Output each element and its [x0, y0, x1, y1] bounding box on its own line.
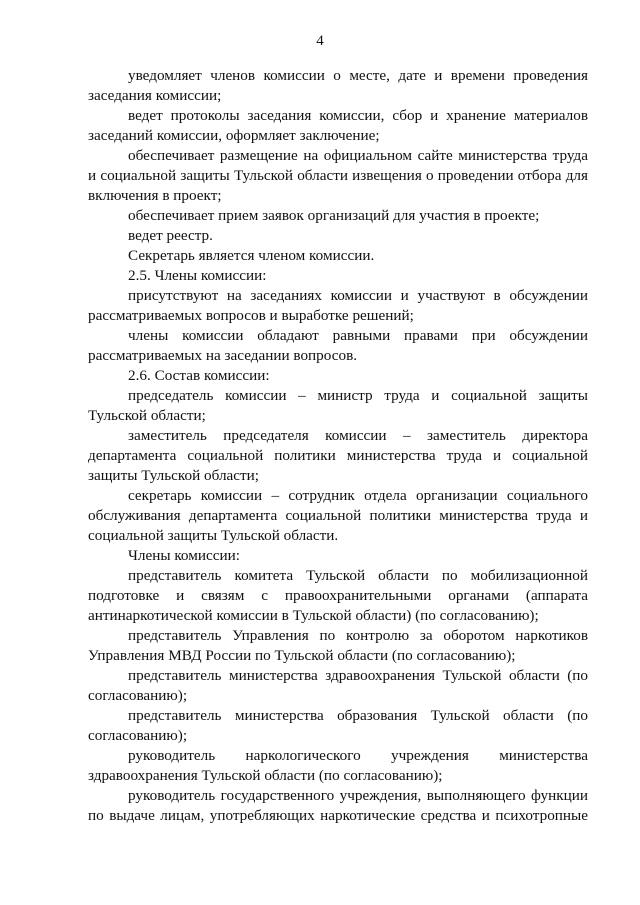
paragraph-member-mobilization-committee: представитель комитета Тульской области по мобилизационной подготовке и связям с правоохранительными органами (аппарата антинаркотической комиссии в Тульской области) (по согласованию); — [88, 567, 588, 624]
paragraph-members-heading: Члены комиссии: — [128, 547, 240, 564]
paragraph-members-attend: присутствуют на заседаниях комиссии и участвуют в обсуждении рассматриваемых вопросов и выработке решений; — [88, 287, 588, 324]
paragraph-secretary: секретарь комиссии – сотрудник отдела организации социального обслуживания департамента социальной политики министерства труда и социальной защиты Тульской области. — [88, 487, 588, 544]
section-heading-2-5: 2.5. Члены комиссии: — [128, 267, 267, 284]
paragraph-accept-applications: обеспечивает прием заявок организаций для участия в проекте; — [128, 207, 540, 224]
paragraph-deputy-chairman: заместитель председателя комиссии – заместитель директора департамента социальной политики министерства труда и социальной защиты Тульской области; — [88, 427, 588, 484]
section-heading-2-6: 2.6. Состав комиссии: — [128, 367, 270, 384]
document-body — [88, 66, 588, 826]
paragraph-notify-members: уведомляет членов комиссии о месте, дате и времени проведения заседания комиссии; — [88, 67, 588, 104]
paragraph-member-state-institution-head: руководитель государственного учреждения, выполняющего функции по выдаче лицам, употребляющих наркотические средства и психотропные — [88, 787, 588, 824]
paragraph-member-health-ministry: представитель министерства здравоохранения Тульской области (по согласованию); — [88, 667, 588, 704]
paragraph-secretary-member: Секретарь является членом комиссии. — [128, 247, 375, 264]
paragraph-chairman: председатель комиссии – министр труда и социальной защиты Тульской области; — [88, 387, 588, 424]
paragraph-keep-registry: ведет реестр. — [128, 227, 213, 244]
paragraph-keep-protocols: ведет протоколы заседания комиссии, сбор и хранение материалов заседаний комиссии, оформляет заключение; — [88, 107, 588, 144]
paragraph-publish-notice: обеспечивает размещение на официальном сайте министерства труда и социальной защиты Тульской области извещения о проведении отбора для включения в проект; — [88, 147, 588, 204]
paragraph-member-drug-control: представитель Управления по контролю за оборотом наркотиков Управления МВД России по Тульской области (по согласованию); — [88, 627, 588, 664]
page-number: 4 — [316, 33, 324, 49]
paragraph-members-equal-rights: члены комиссии обладают равными правами при обсуждении рассматриваемых на заседании вопросов. — [88, 327, 588, 364]
paragraph-member-education-ministry: представитель министерства образования Тульской области (по согласованию); — [88, 707, 588, 744]
paragraph-member-narcology-head: руководитель наркологического учреждения министерства здравоохранения Тульской области (по согласованию); — [88, 747, 588, 784]
